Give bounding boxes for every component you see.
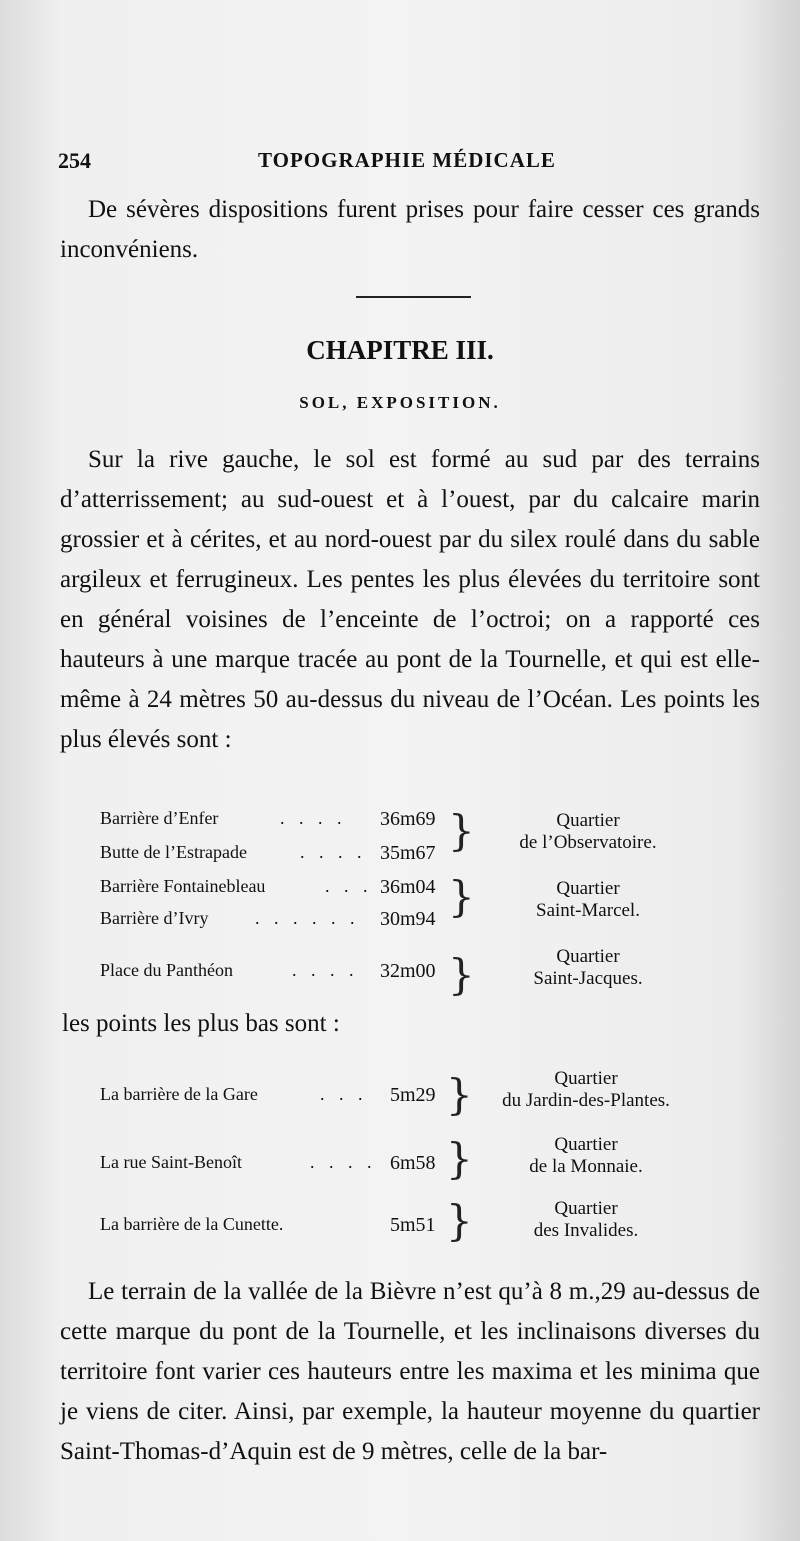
point-name: Butte de l’Estrapade	[100, 842, 247, 862]
point-height: 5m51	[390, 1214, 436, 1236]
point-name: Barrière d’Ivry	[100, 908, 209, 928]
point-height: 6m58	[390, 1152, 436, 1174]
paragraph-2: Sur la rive gauche, le sol est formé au sud par des terrains d’atterrissement; au sud-ouest et à l’ouest, par du calcaire marin grossier et à cérites, et au nord-ouest par du silex roulé dans du sable argileux et ferrugineux. Les pentes les plus élevées du territoire sont en général voisines de l’enceinte de l’octroi; on a rapporté ces hauteurs à une marque tracée au pont de la Tournelle, et qui est elle-même à 24 mètres 50 au-dessus du niveau de l’Océan. Les points les plus élevés sont :	[60, 446, 760, 753]
point-name: La barrière de la Gare	[100, 1084, 258, 1104]
lowest-points-intro: les points les plus bas sont :	[62, 1010, 340, 1037]
point-name: Place du Panthéon	[100, 960, 233, 980]
quarter-label: Quartier Saint-Jacques.	[533, 946, 643, 989]
quarter-label: Quartier de l’Observatoire.	[519, 810, 657, 853]
chapter-title: CHAPITRE III.	[306, 335, 494, 365]
section-divider	[356, 296, 471, 298]
quarter-label: Quartier de la Monnaie.	[529, 1134, 643, 1177]
group-brace: }	[448, 806, 475, 855]
page-number: 254	[58, 148, 91, 173]
leader-dots: . . . .	[310, 1152, 377, 1172]
point-height: 5m29	[390, 1084, 436, 1106]
leader-dots: . . . .	[300, 842, 367, 862]
leader-dots: . . . .	[292, 960, 359, 980]
point-height: 30m94	[380, 908, 436, 930]
chapter-subtitle: SOL, EXPOSITION.	[299, 393, 501, 412]
paragraph-3: Le terrain de la vallée de la Bièvre n’est qu’à 8 m.,29 au-dessus de cette marque du pont de la Tournelle, et les inclinaisons diverses du territoire font varier ces hauteurs entre les maxima et les minima que je viens de citer. Ainsi, par exemple, la hauteur moyenne du quartier Saint-Thomas-d’Aquin est de 9 mètres, celle de la bar-	[60, 1278, 760, 1465]
point-name: La rue Saint-Benoît	[100, 1152, 242, 1172]
group-brace: }	[448, 950, 475, 999]
group-brace: }	[448, 872, 475, 921]
leader-dots: . . .	[325, 876, 373, 896]
quarter-label: Quartier Saint-Marcel.	[536, 878, 640, 921]
point-height: 36m04	[380, 876, 436, 898]
group-brace: }	[446, 1070, 473, 1119]
point-height: 32m00	[380, 960, 436, 982]
point-name: La barrière de la Cunette.	[100, 1214, 284, 1234]
quarter-label: Quartier des Invalides.	[533, 1198, 639, 1241]
leader-dots: . . .	[320, 1084, 368, 1104]
group-brace: }	[446, 1134, 473, 1183]
quarter-label: Quartier du Jardin-des-Plantes.	[502, 1068, 670, 1111]
leader-dots: . . . . . .	[255, 908, 360, 928]
point-height: 36m69	[380, 808, 436, 830]
point-name: Barrière d’Enfer	[100, 808, 219, 828]
page-header	[58, 148, 763, 180]
point-name: Barrière Fontainebleau	[100, 876, 266, 896]
leader-dots: . . . .	[280, 808, 347, 828]
point-height: 35m67	[380, 842, 436, 864]
group-brace: }	[446, 1196, 473, 1245]
running-title: TOPOGRAPHIE MÉDICALE	[258, 148, 556, 172]
paragraph-1: De sévères dispositions furent prises pour faire cesser ces grands inconvéniens.	[60, 196, 760, 263]
